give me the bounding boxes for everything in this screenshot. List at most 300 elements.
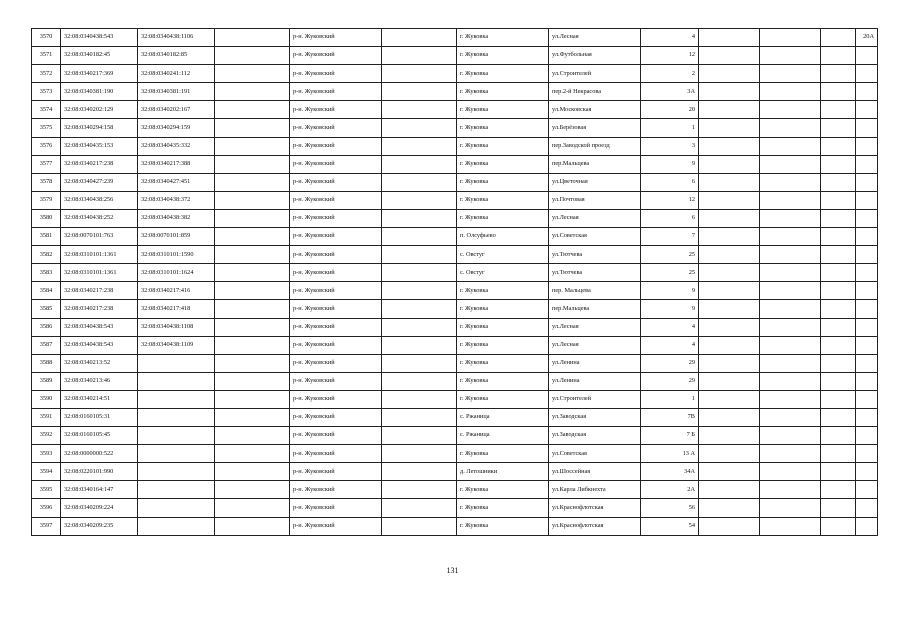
district-cell: р-н. Жуковский — [290, 445, 382, 463]
empty-cell — [699, 65, 760, 83]
empty-cell — [760, 481, 821, 499]
street-cell: ул.Шоссейная — [549, 463, 641, 481]
empty-cell — [821, 390, 856, 408]
row-number-cell: 3581 — [32, 228, 61, 246]
empty-cell — [215, 119, 290, 137]
street-cell: ул.Советская — [549, 228, 641, 246]
empty-cell — [215, 155, 290, 173]
cadastral-number-cell: 32:08:0340213:52 — [61, 354, 138, 372]
empty-cell — [821, 29, 856, 47]
row-number-cell: 3574 — [32, 101, 61, 119]
extra-number-cell — [856, 101, 878, 119]
row-number-cell: 3570 — [32, 29, 61, 47]
settlement-cell: г. Жуковка — [457, 173, 549, 191]
district-cell: р-н. Жуковский — [290, 246, 382, 264]
table-row — [32, 47, 878, 65]
object-cadastral-number-cell — [138, 372, 215, 390]
district-cell: р-н. Жуковский — [290, 390, 382, 408]
empty-cell — [215, 65, 290, 83]
cadastral-number-cell: 32:08:0340182:45 — [61, 47, 138, 65]
empty-cell — [760, 29, 821, 47]
street-cell: ул.Лесная — [549, 209, 641, 227]
settlement-cell: с. Овстуг — [457, 246, 549, 264]
object-cadastral-number-cell: 32:08:0340438:382 — [138, 209, 215, 227]
object-cadastral-number-cell: 32:08:0340438:372 — [138, 191, 215, 209]
object-cadastral-number-cell: 32:08:0340294:159 — [138, 119, 215, 137]
empty-cell — [699, 119, 760, 137]
district-cell: р-н. Жуковский — [290, 228, 382, 246]
table-row — [32, 427, 878, 445]
house-number-cell: 25 — [641, 246, 699, 264]
cadastral-number-cell: 32:08:0310101:1361 — [61, 264, 138, 282]
object-cadastral-number-cell — [138, 517, 215, 535]
empty-cell — [699, 29, 760, 47]
extra-number-cell — [856, 228, 878, 246]
table-row — [32, 354, 878, 372]
row-number-cell: 3585 — [32, 300, 61, 318]
row-number-cell: 3580 — [32, 209, 61, 227]
cadastral-number-cell: 32:08:0340164:147 — [61, 481, 138, 499]
empty-cell — [699, 282, 760, 300]
empty-cell — [699, 499, 760, 517]
settlement-cell: г. Жуковка — [457, 354, 549, 372]
empty-cell — [821, 155, 856, 173]
district-cell: р-н. Жуковский — [290, 300, 382, 318]
settlement-cell: п. Олсуфьево — [457, 228, 549, 246]
street-cell: ул.Лесная — [549, 336, 641, 354]
empty-cell — [821, 318, 856, 336]
street-cell: пер.Мальцева — [549, 155, 641, 173]
settlement-cell: с. Ржаница — [457, 408, 549, 426]
empty-cell — [699, 463, 760, 481]
row-number-cell: 3579 — [32, 191, 61, 209]
district-cell: р-н. Жуковский — [290, 336, 382, 354]
empty-cell — [699, 264, 760, 282]
house-number-cell: 6 — [641, 209, 699, 227]
district-cell: р-н. Жуковский — [290, 155, 382, 173]
cadastral-number-cell: 32:08:0340209:235 — [61, 517, 138, 535]
empty-cell — [760, 390, 821, 408]
empty-cell — [699, 83, 760, 101]
row-number-cell: 3572 — [32, 65, 61, 83]
cadastral-number-cell: 32:08:0340217:238 — [61, 155, 138, 173]
table-row — [32, 101, 878, 119]
empty-cell — [699, 209, 760, 227]
extra-number-cell — [856, 65, 878, 83]
cadastral-number-cell: 32:08:0220101:990 — [61, 463, 138, 481]
table-row — [32, 445, 878, 463]
settlement-cell: г. Жуковка — [457, 318, 549, 336]
district-cell: р-н. Жуковский — [290, 173, 382, 191]
cadastral-number-cell: 32:08:0310101:1361 — [61, 246, 138, 264]
settlement-cell: г. Жуковка — [457, 83, 549, 101]
extra-number-cell — [856, 137, 878, 155]
settlement-cell: г. Жуковка — [457, 47, 549, 65]
settlement-cell: г. Жуковка — [457, 499, 549, 517]
empty-cell — [760, 228, 821, 246]
object-cadastral-number-cell: 32:08:0340182:85 — [138, 47, 215, 65]
empty-cell — [699, 228, 760, 246]
street-cell: ул.Карла Либкнехта — [549, 481, 641, 499]
cadastral-number-cell: 32:08:0160105:45 — [61, 427, 138, 445]
empty-cell — [382, 354, 457, 372]
empty-cell — [215, 408, 290, 426]
object-cadastral-number-cell: 32:08:0310101:1590 — [138, 246, 215, 264]
empty-cell — [760, 65, 821, 83]
house-number-cell: 4 — [641, 336, 699, 354]
cadastral-number-cell: 32:08:0340438:256 — [61, 191, 138, 209]
empty-cell — [215, 481, 290, 499]
table-row — [32, 83, 878, 101]
cadastral-number-cell: 32:08:0000000:522 — [61, 445, 138, 463]
extra-number-cell — [856, 246, 878, 264]
house-number-cell: 4 — [641, 318, 699, 336]
settlement-cell: г. Жуковка — [457, 101, 549, 119]
table-row — [32, 481, 878, 499]
empty-cell — [821, 101, 856, 119]
cadastral-number-cell: 32:08:0340214:51 — [61, 390, 138, 408]
house-number-cell: 56 — [641, 499, 699, 517]
empty-cell — [382, 372, 457, 390]
table-row — [32, 499, 878, 517]
empty-cell — [382, 336, 457, 354]
row-number-cell: 3590 — [32, 390, 61, 408]
empty-cell — [699, 155, 760, 173]
extra-number-cell — [856, 282, 878, 300]
empty-cell — [382, 499, 457, 517]
district-cell: р-н. Жуковский — [290, 101, 382, 119]
empty-cell — [760, 101, 821, 119]
street-cell: пер.Заводской проезд — [549, 137, 641, 155]
empty-cell — [760, 463, 821, 481]
empty-cell — [699, 517, 760, 535]
empty-cell — [821, 481, 856, 499]
house-number-cell: 7В — [641, 408, 699, 426]
settlement-cell: г. Жуковка — [457, 517, 549, 535]
house-number-cell: 3 — [641, 137, 699, 155]
empty-cell — [382, 246, 457, 264]
empty-cell — [382, 83, 457, 101]
house-number-cell: 9 — [641, 282, 699, 300]
extra-number-cell — [856, 209, 878, 227]
street-cell: ул.Лесная — [549, 318, 641, 336]
house-number-cell: 12 — [641, 191, 699, 209]
row-number-cell: 3593 — [32, 445, 61, 463]
empty-cell — [382, 264, 457, 282]
object-cadastral-number-cell — [138, 463, 215, 481]
house-number-cell: 13 А — [641, 445, 699, 463]
settlement-cell: г. Жуковка — [457, 390, 549, 408]
district-cell: р-н. Жуковский — [290, 517, 382, 535]
street-cell: пер. Мальцева — [549, 282, 641, 300]
extra-number-cell — [856, 354, 878, 372]
empty-cell — [215, 463, 290, 481]
settlement-cell: с. Ржаница — [457, 427, 549, 445]
empty-cell — [760, 336, 821, 354]
empty-cell — [821, 499, 856, 517]
empty-cell — [821, 264, 856, 282]
empty-cell — [382, 408, 457, 426]
empty-cell — [382, 228, 457, 246]
empty-cell — [760, 318, 821, 336]
cadastral-number-cell: 32:08:0340209:224 — [61, 499, 138, 517]
empty-cell — [215, 499, 290, 517]
empty-cell — [821, 463, 856, 481]
empty-cell — [215, 300, 290, 318]
cadastral-number-cell: 32:08:0160105:31 — [61, 408, 138, 426]
street-cell: ул.Ленина — [549, 372, 641, 390]
extra-number-cell — [856, 517, 878, 535]
extra-number-cell — [856, 119, 878, 137]
table-row — [32, 463, 878, 481]
street-cell: ул.Строителей — [549, 65, 641, 83]
object-cadastral-number-cell — [138, 427, 215, 445]
object-cadastral-number-cell — [138, 408, 215, 426]
empty-cell — [215, 246, 290, 264]
empty-cell — [699, 318, 760, 336]
table-row — [32, 318, 878, 336]
empty-cell — [382, 209, 457, 227]
extra-number-cell — [856, 390, 878, 408]
empty-cell — [821, 246, 856, 264]
table-row — [32, 65, 878, 83]
street-cell: ул.Строителей — [549, 390, 641, 408]
empty-cell — [699, 191, 760, 209]
empty-cell — [760, 173, 821, 191]
row-number-cell: 3578 — [32, 173, 61, 191]
cadastral-number-cell: 32:08:0340427:239 — [61, 173, 138, 191]
empty-cell — [821, 427, 856, 445]
row-number-cell: 3586 — [32, 318, 61, 336]
street-cell: пер.Мальцева — [549, 300, 641, 318]
settlement-cell: г. Жуковка — [457, 336, 549, 354]
table-row — [32, 29, 878, 47]
row-number-cell: 3588 — [32, 354, 61, 372]
object-cadastral-number-cell: 32:08:0340217:416 — [138, 282, 215, 300]
empty-cell — [699, 408, 760, 426]
empty-cell — [760, 119, 821, 137]
empty-cell — [821, 119, 856, 137]
row-number-cell: 3573 — [32, 83, 61, 101]
empty-cell — [215, 264, 290, 282]
object-cadastral-number-cell: 32:08:0340202:167 — [138, 101, 215, 119]
registry-rows — [32, 29, 878, 536]
empty-cell — [215, 137, 290, 155]
empty-cell — [699, 47, 760, 65]
empty-cell — [382, 137, 457, 155]
row-number-cell: 3583 — [32, 264, 61, 282]
empty-cell — [821, 47, 856, 65]
empty-cell — [215, 101, 290, 119]
empty-cell — [215, 517, 290, 535]
empty-cell — [821, 137, 856, 155]
district-cell: р-н. Жуковский — [290, 318, 382, 336]
empty-cell — [382, 427, 457, 445]
empty-cell — [215, 336, 290, 354]
extra-number-cell — [856, 191, 878, 209]
table-row — [32, 336, 878, 354]
row-number-cell: 3584 — [32, 282, 61, 300]
house-number-cell: 1 — [641, 390, 699, 408]
empty-cell — [760, 246, 821, 264]
table-row — [32, 228, 878, 246]
extra-number-cell — [856, 427, 878, 445]
street-cell: ул.Заводская — [549, 427, 641, 445]
district-cell: р-н. Жуковский — [290, 282, 382, 300]
table-row — [32, 408, 878, 426]
empty-cell — [382, 282, 457, 300]
cadastral-number-cell: 32:08:0340217:369 — [61, 65, 138, 83]
empty-cell — [382, 390, 457, 408]
house-number-cell: 20 — [641, 101, 699, 119]
table-row — [32, 191, 878, 209]
empty-cell — [382, 318, 457, 336]
row-number-cell: 3591 — [32, 408, 61, 426]
house-number-cell: 2А — [641, 481, 699, 499]
empty-cell — [821, 517, 856, 535]
extra-number-cell — [856, 300, 878, 318]
empty-cell — [821, 354, 856, 372]
table-row — [32, 209, 878, 227]
district-cell: р-н. Жуковский — [290, 29, 382, 47]
empty-cell — [382, 445, 457, 463]
extra-number-cell — [856, 83, 878, 101]
object-cadastral-number-cell: 32:08:0340241:112 — [138, 65, 215, 83]
empty-cell — [760, 499, 821, 517]
street-cell: ул.Краснофлотская — [549, 499, 641, 517]
row-number-cell: 3571 — [32, 47, 61, 65]
row-number-cell: 3589 — [32, 372, 61, 390]
empty-cell — [821, 445, 856, 463]
table-row — [32, 137, 878, 155]
empty-cell — [382, 47, 457, 65]
empty-cell — [215, 209, 290, 227]
house-number-cell: 1 — [641, 119, 699, 137]
row-number-cell: 3592 — [32, 427, 61, 445]
house-number-cell: 29 — [641, 354, 699, 372]
house-number-cell: 2 — [641, 65, 699, 83]
street-cell: пер.2-й Некрасова — [549, 83, 641, 101]
district-cell: р-н. Жуковский — [290, 427, 382, 445]
object-cadastral-number-cell — [138, 354, 215, 372]
empty-cell — [382, 119, 457, 137]
street-cell: ул.Лесная — [549, 29, 641, 47]
object-cadastral-number-cell: 32:08:0310101:1624 — [138, 264, 215, 282]
empty-cell — [382, 101, 457, 119]
empty-cell — [821, 408, 856, 426]
settlement-cell: г. Жуковка — [457, 29, 549, 47]
row-number-cell: 3575 — [32, 119, 61, 137]
object-cadastral-number-cell — [138, 445, 215, 463]
house-number-cell: 9 — [641, 155, 699, 173]
object-cadastral-number-cell: 32:08:0340438:1106 — [138, 29, 215, 47]
empty-cell — [760, 408, 821, 426]
empty-cell — [699, 246, 760, 264]
house-number-cell: 6 — [641, 173, 699, 191]
cadastral-number-cell: 32:08:0340438:543 — [61, 336, 138, 354]
empty-cell — [382, 65, 457, 83]
cadastral-number-cell: 32:08:0070101:763 — [61, 228, 138, 246]
house-number-cell: 4 — [641, 29, 699, 47]
empty-cell — [382, 191, 457, 209]
table-row — [32, 155, 878, 173]
extra-number-cell — [856, 336, 878, 354]
empty-cell — [760, 83, 821, 101]
table-row — [32, 390, 878, 408]
empty-cell — [760, 282, 821, 300]
district-cell: р-н. Жуковский — [290, 83, 382, 101]
table-row — [32, 372, 878, 390]
extra-number-cell — [856, 264, 878, 282]
empty-cell — [760, 354, 821, 372]
extra-number-cell — [856, 481, 878, 499]
settlement-cell: г. Жуковка — [457, 191, 549, 209]
row-number-cell: 3587 — [32, 336, 61, 354]
empty-cell — [382, 517, 457, 535]
settlement-cell: г. Жуковка — [457, 65, 549, 83]
cadastral-number-cell: 32:08:0340213:46 — [61, 372, 138, 390]
empty-cell — [699, 173, 760, 191]
empty-cell — [382, 173, 457, 191]
empty-cell — [382, 463, 457, 481]
settlement-cell: г. Жуковка — [457, 119, 549, 137]
object-cadastral-number-cell: 32:08:0340217:418 — [138, 300, 215, 318]
empty-cell — [382, 29, 457, 47]
empty-cell — [699, 372, 760, 390]
street-cell: ул.Московская — [549, 101, 641, 119]
street-cell: ул.Почтовая — [549, 191, 641, 209]
empty-cell — [215, 390, 290, 408]
row-number-cell: 3576 — [32, 137, 61, 155]
district-cell: р-н. Жуковский — [290, 191, 382, 209]
table-row — [32, 517, 878, 535]
settlement-cell: г. Жуковка — [457, 137, 549, 155]
street-cell: ул.Тютчева — [549, 246, 641, 264]
empty-cell — [821, 173, 856, 191]
empty-cell — [215, 282, 290, 300]
empty-cell — [760, 209, 821, 227]
empty-cell — [215, 318, 290, 336]
empty-cell — [821, 65, 856, 83]
street-cell: ул.Краснофлотская — [549, 517, 641, 535]
table-row — [32, 119, 878, 137]
settlement-cell: г. Жуковка — [457, 300, 549, 318]
settlement-cell: г. Жуковка — [457, 282, 549, 300]
district-cell: р-н. Жуковский — [290, 408, 382, 426]
extra-number-cell — [856, 408, 878, 426]
district-cell: р-н. Жуковский — [290, 481, 382, 499]
row-number-cell: 3582 — [32, 246, 61, 264]
street-cell: ул.Ленина — [549, 354, 641, 372]
empty-cell — [215, 427, 290, 445]
table-row — [32, 246, 878, 264]
object-cadastral-number-cell — [138, 390, 215, 408]
empty-cell — [699, 336, 760, 354]
house-number-cell: 34А — [641, 463, 699, 481]
district-cell: р-н. Жуковский — [290, 137, 382, 155]
table-row — [32, 264, 878, 282]
empty-cell — [699, 101, 760, 119]
empty-cell — [699, 481, 760, 499]
empty-cell — [760, 445, 821, 463]
street-cell: ул.Тютчева — [549, 264, 641, 282]
settlement-cell: г. Жуковка — [457, 372, 549, 390]
empty-cell — [382, 481, 457, 499]
page-number: 131 — [446, 566, 459, 575]
cadastral-number-cell: 32:08:0340438:252 — [61, 209, 138, 227]
settlement-cell: д. Летошники — [457, 463, 549, 481]
empty-cell — [382, 300, 457, 318]
